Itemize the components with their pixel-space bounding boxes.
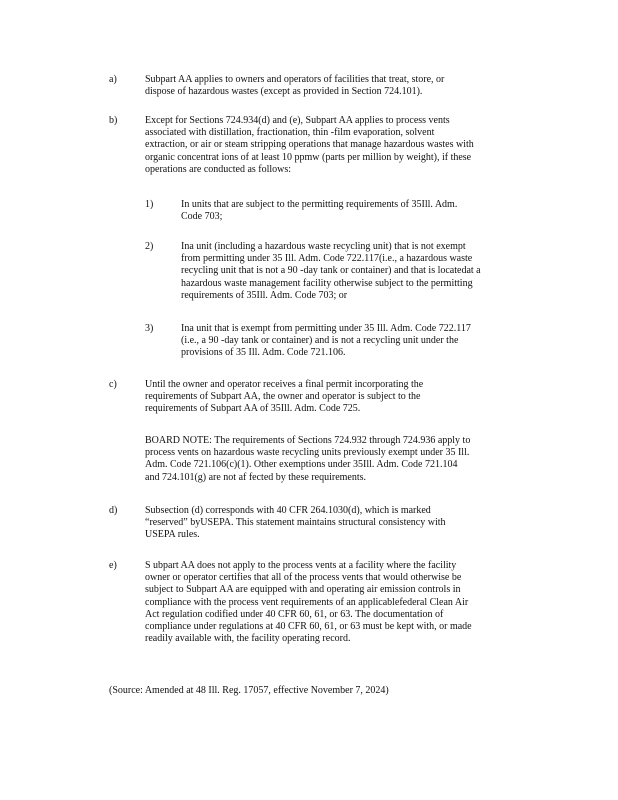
- item-text: Except for Sections 724.934(d) and (e), Subpart AA applies to process vents associated with distillation, fractionation, thin -film evaporation, solvent extraction, or air or steam stripping operations that manage hazardous wastes with organic concentrat ions of at least 10 ppmw (parts per million by weight), if these operations are conducted as follows:: [145, 115, 474, 175]
- item-text: Subsection (d) corresponds with 40 CFR 264.1030(d), which is marked “reserved” byUSEPA. This statement maintains structural consistency with USEPA rules.: [145, 505, 446, 541]
- item-text: Until the owner and operator receives a final permit incorporating the requirements of Subpart AA, the owner and operator is subject to the requirements of Subpart AA of 35Ill. Adm. Code 725.: [145, 379, 424, 415]
- sub-item-marker: 1): [145, 199, 154, 210]
- board-note: BOARD NOTE: The requirements of Sections 724.932 through 724.936 apply to process vents on hazardous waste recycling units previously exempt under 35 Ill. Adm. Code 721.106(c)(1). Other exemptions under 35Ill. Adm. Code 721.104 and 724.101(g) are not af fected by these requirements.: [145, 435, 471, 483]
- item-marker: b): [109, 115, 118, 126]
- item-text: Subpart AA applies to owners and operators of facilities that treat, store, or dispose of hazardous wastes (except as provided in Section 724.101).: [145, 74, 445, 98]
- item-text: S ubpart AA does not apply to the process vents at a facility where the facility owner or operator certifies that all of the process vents that would otherwise be subject to Subpart AA are equipped with and operating air emission controls in compliance with the process vent requirements of an applicablefederal Clean Air Act regulation codified under 40 CFR 60, 61, or 63. The documentation of compliance under regulations at 40 CFR 60, 61, or 63 must be kept with, or made readily available with, the facility operating record.: [145, 560, 472, 645]
- sub-item-marker: 3): [145, 323, 154, 334]
- sub-item-text: Ina unit (including a hazardous waste recycling unit) that is not exempt from permitting under 35 Ill. Adm. Code 722.117(i.e., a hazardous waste recycling unit that is not a 90 -day tank or container) and that is locatedat a hazardous waste management facility otherwise subject to the permitting requirements of 35Ill. Adm. Code 703; or: [181, 241, 481, 301]
- item-marker: e): [109, 560, 117, 571]
- sub-item-text: In units that are subject to the permitting requirements of 35Ill. Adm. Code 703;: [181, 199, 458, 223]
- source-note: (Source: Amended at 48 Ill. Reg. 17057, effective November 7, 2024): [109, 685, 389, 696]
- sub-item-marker: 2): [145, 241, 154, 252]
- item-marker: d): [109, 505, 118, 516]
- item-marker: c): [109, 379, 117, 390]
- item-marker: a): [109, 74, 117, 85]
- sub-item-text: Ina unit that is exempt from permitting under 35 Ill. Adm. Code 722.117 (i.e., a 90 -day tank or container) and is not a recycling unit under the provisions of 35 Ill. Adm. Code 721.106.: [181, 323, 471, 359]
